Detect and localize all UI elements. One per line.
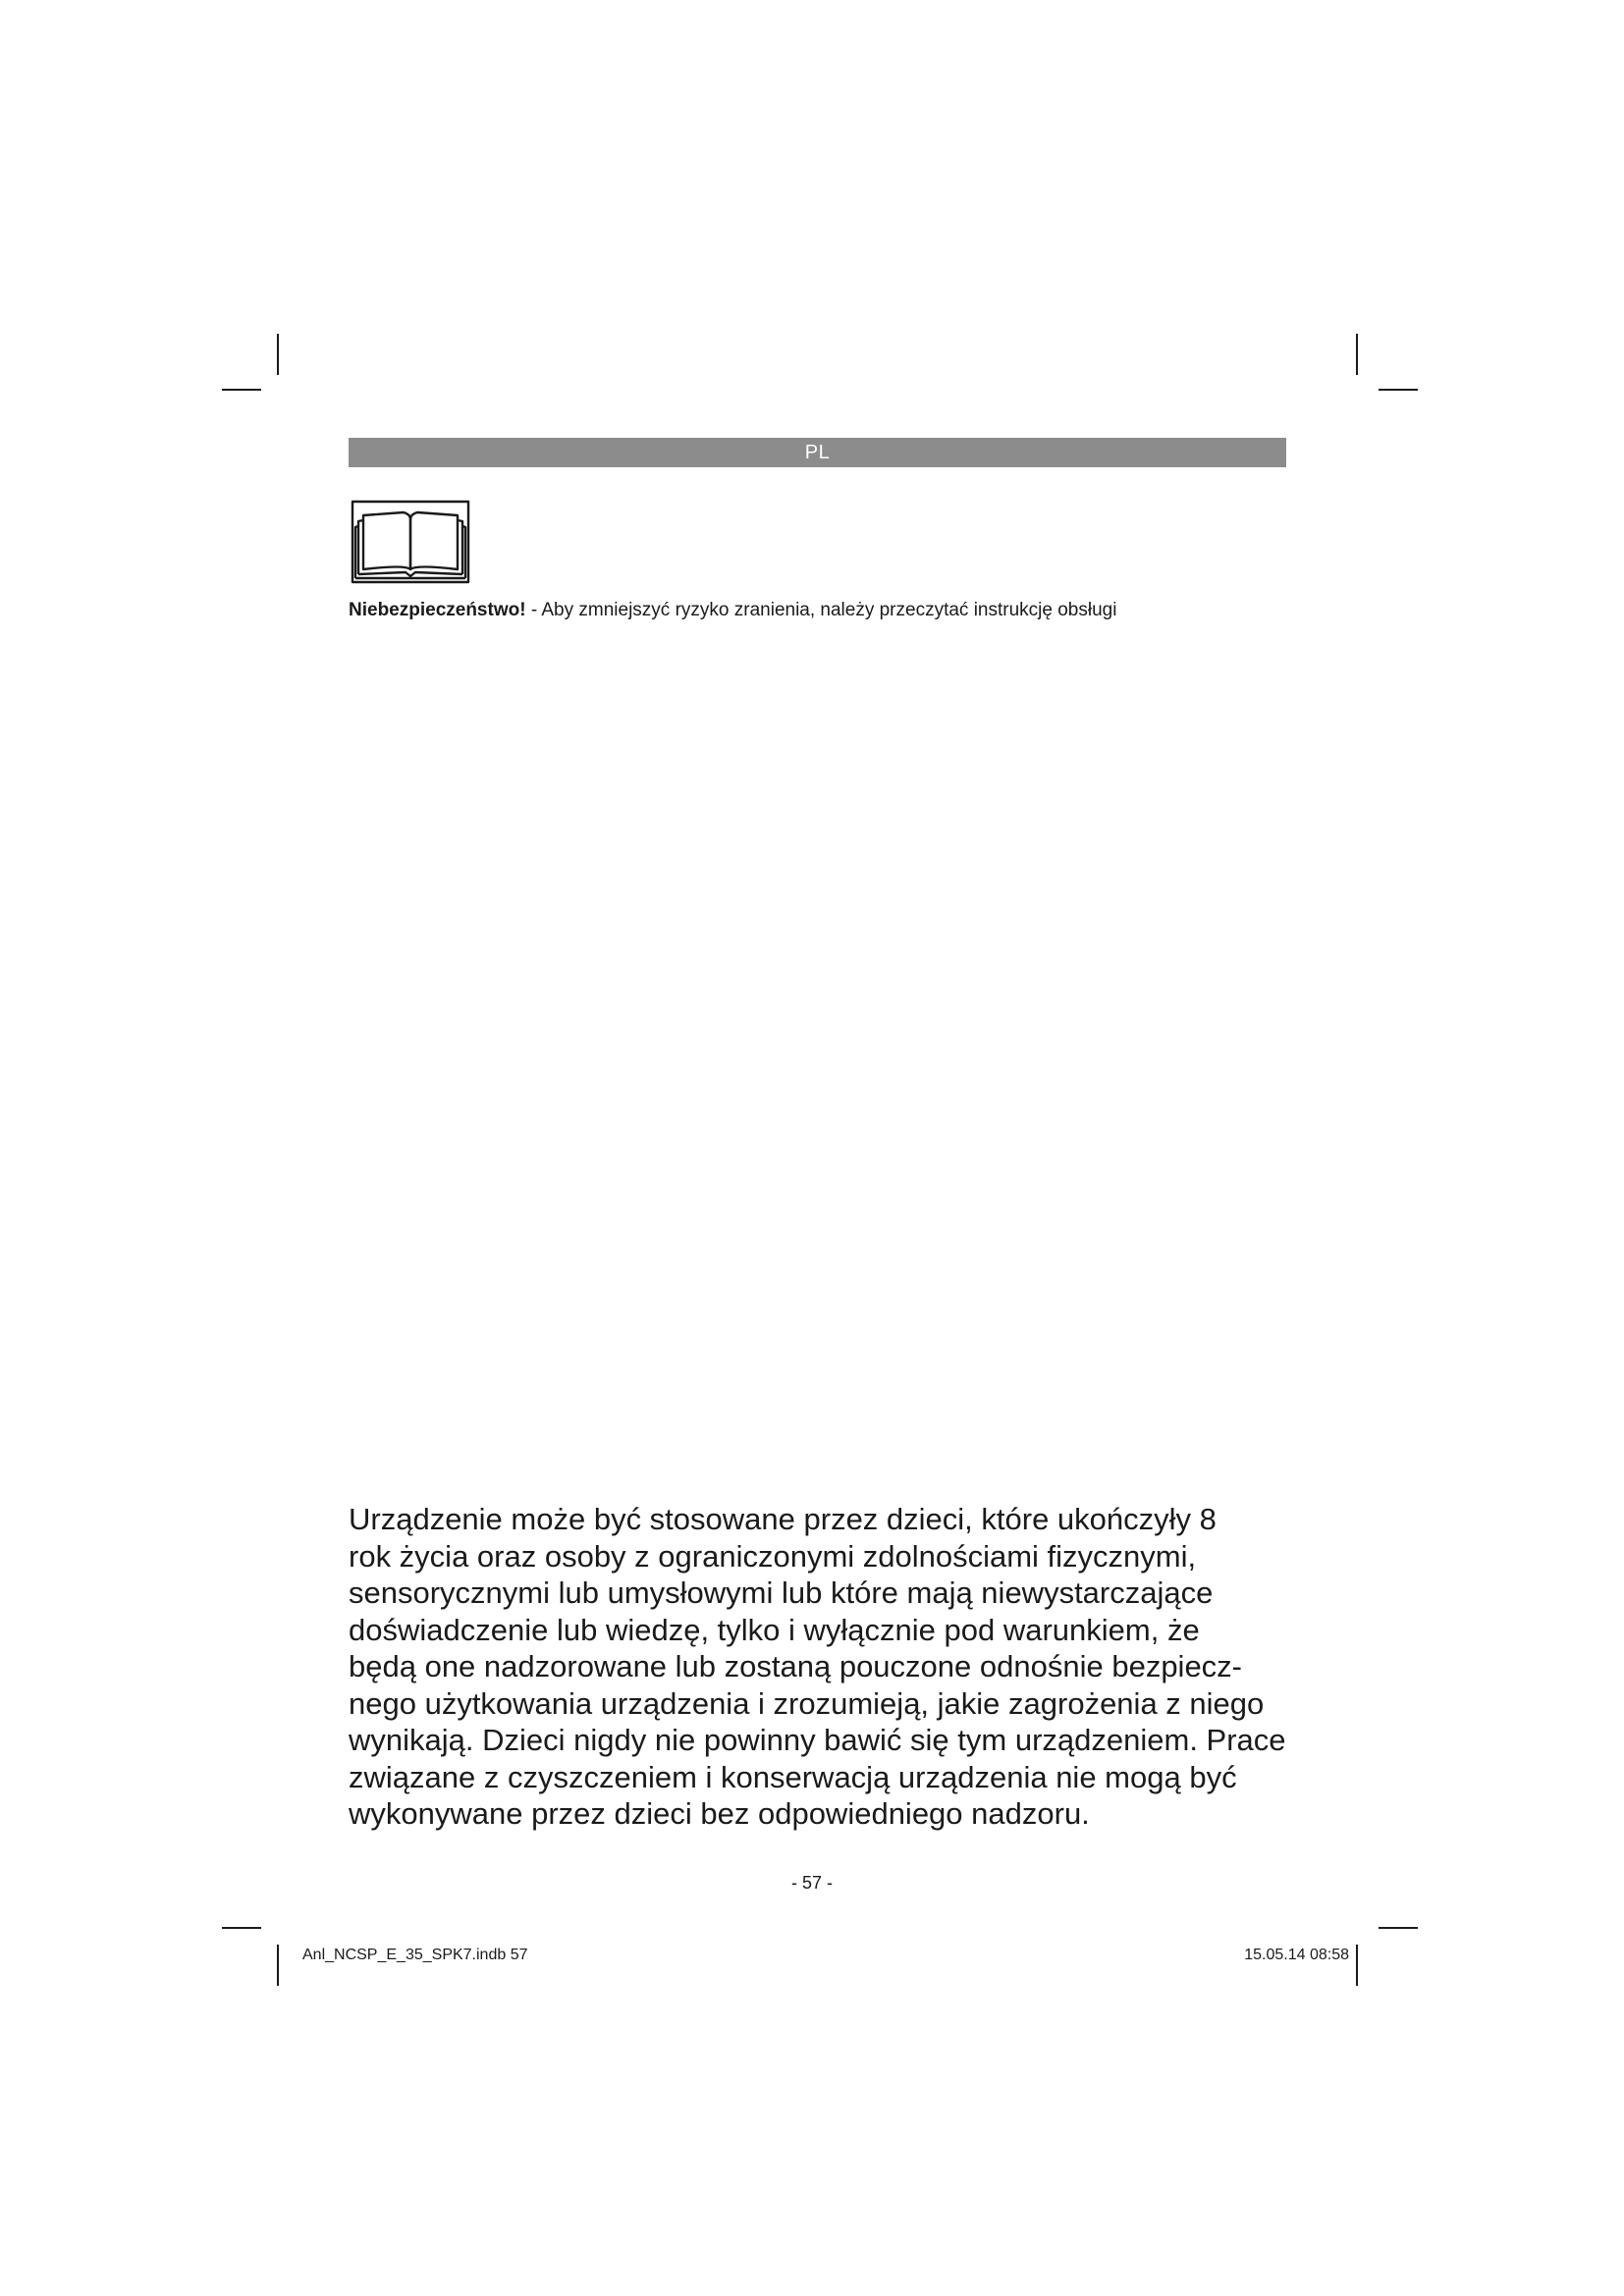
read-manual-book-icon [351,500,470,584]
warning-label: Niebezpieczeństwo! [349,600,526,620]
paragraph-line: doświadczenie lub wiedzę, tylko i wyłącznie pod warunkiem, że [349,1612,1200,1647]
crop-mark-top-right-horizontal [1379,389,1418,391]
paragraph-line: rok życia oraz osoby z ograniczonymi zdolnościami fizycznymi, [349,1538,1197,1574]
crop-mark-bottom-left-vertical [277,1945,279,1986]
crop-mark-top-left-horizontal [222,389,261,391]
footer-date-time: 15.05.14 08:58 [1244,1947,1349,1963]
crop-mark-bottom-right-horizontal [1379,1927,1418,1929]
crop-mark-top-left-vertical [277,334,279,375]
page-number: - 57 - [790,1873,833,1893]
language-header-bar [349,438,1286,467]
footer-file-name: Anl_NCSP_E_35_SPK7.indb 57 [302,1947,528,1963]
paragraph-line: związane z czyszczeniem i konserwacją urządzenia nie mogą być [349,1759,1237,1794]
warning-text: - Aby zmniejszyć ryzyko zranienia, należy przeczytać instrukcję obsługi [525,600,1117,620]
paragraph-line: będą one nadzorowane lub zostaną pouczone odnośnie bezpiecz- [349,1649,1243,1683]
paragraph-line: Urządzenie może być stosowane przez dzieci, które ukończyły 8 [349,1502,1217,1536]
warning-notice [349,598,1311,623]
safety-paragraph [349,1501,1291,1833]
paragraph-line: sensorycznymi lub umysłowymi lub które mają niewystarczające [349,1575,1214,1610]
paragraph-line: wykonywane przez dzieci bez odpowiedniego nadzoru. [349,1796,1090,1831]
crop-mark-top-right-vertical [1356,334,1358,375]
crop-mark-bottom-right-vertical [1356,1945,1358,1986]
language-code: PL [804,442,831,463]
paragraph-line: nego użytkowania urządzenia i zrozumieją, jakie zagrożenia z niego [349,1685,1265,1721]
crop-mark-bottom-left-horizontal [222,1927,261,1929]
paragraph-line: wynikają. Dzieci nigdy nie powinny bawić się tym urządzeniem. Prace [349,1723,1286,1757]
